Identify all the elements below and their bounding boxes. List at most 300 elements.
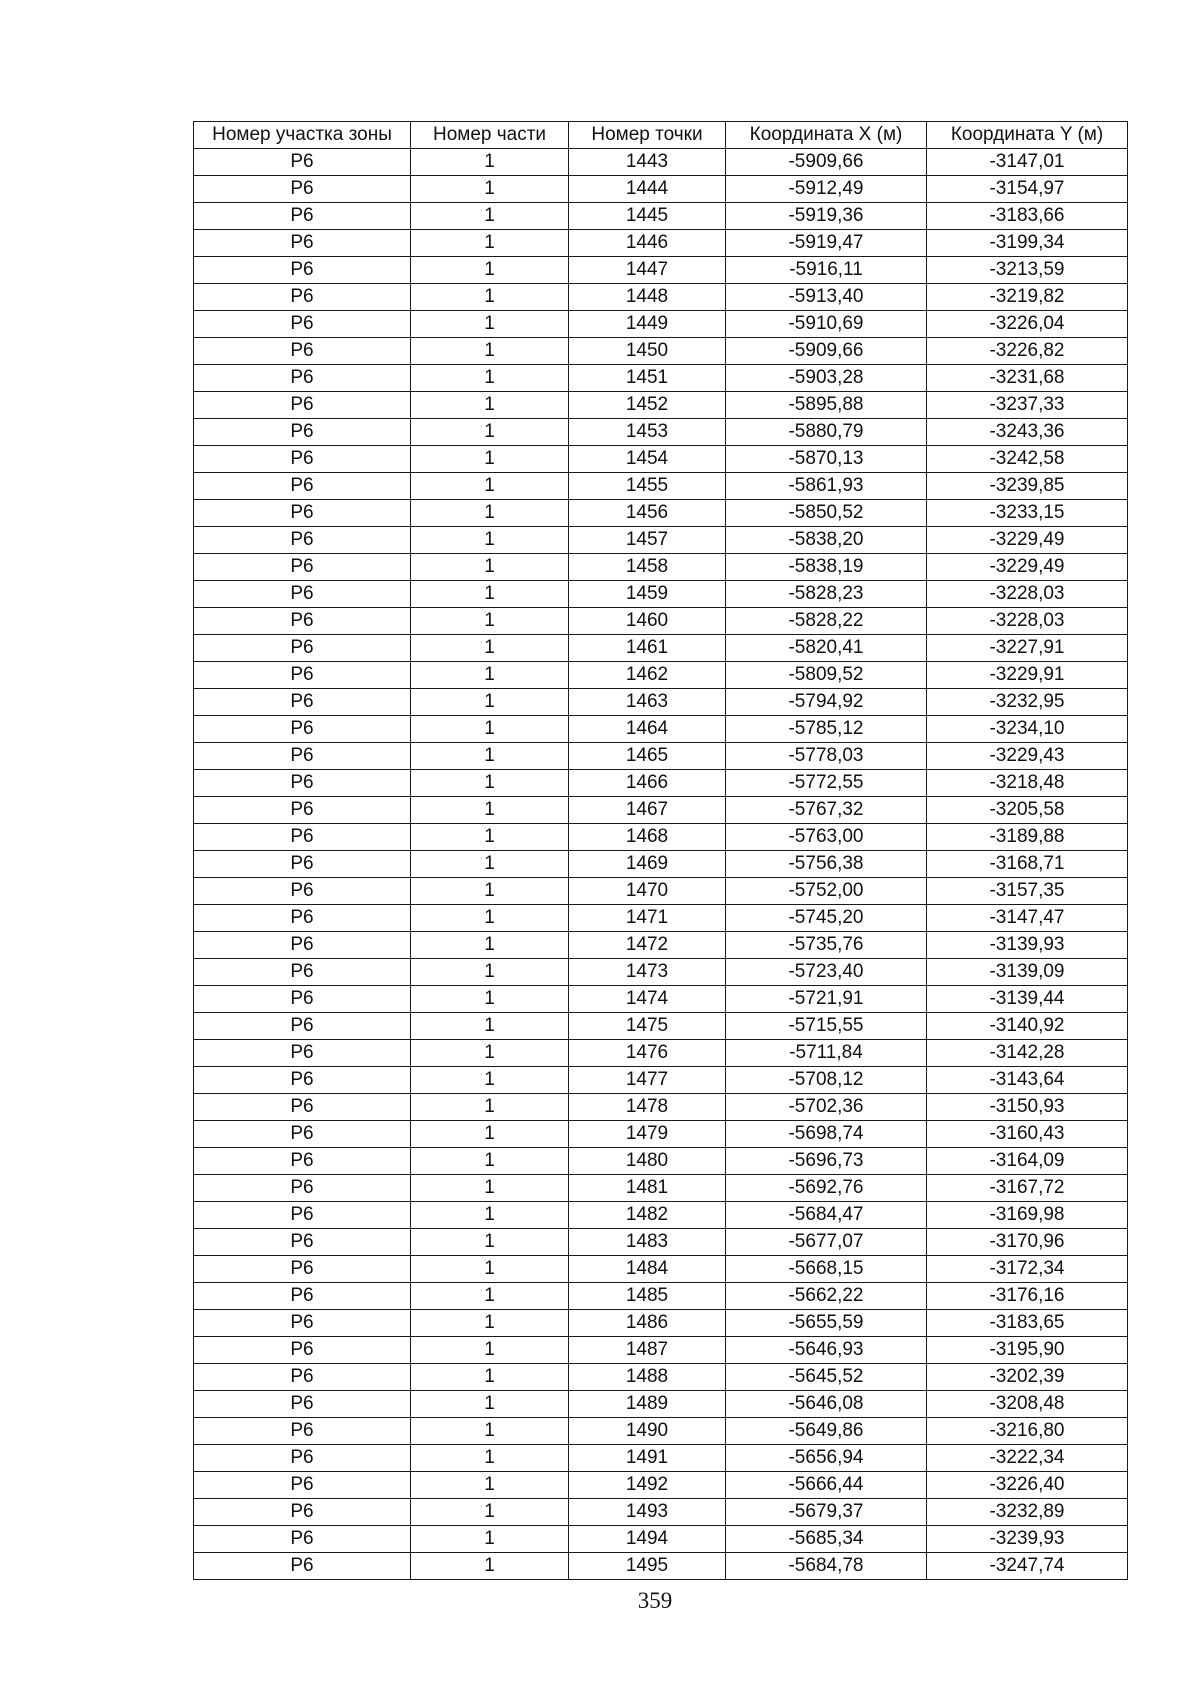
table-row <box>194 689 1128 716</box>
cell-zone-section: Р6 <box>194 743 411 770</box>
cell-coordinate-y: -3218,48 <box>927 770 1128 797</box>
cell-coordinate-y: -3231,68 <box>927 365 1128 392</box>
cell-zone-section: Р6 <box>194 1283 411 1310</box>
cell-point-number: 1445 <box>569 203 726 230</box>
cell-zone-section: Р6 <box>194 581 411 608</box>
cell-zone-section: Р6 <box>194 554 411 581</box>
cell-coordinate-x: -5666,44 <box>726 1472 927 1499</box>
table-row <box>194 1337 1128 1364</box>
cell-coordinate-x: -5677,07 <box>726 1229 927 1256</box>
cell-part-number: 1 <box>411 581 569 608</box>
cell-zone-section: Р6 <box>194 851 411 878</box>
cell-coordinate-y: -3142,28 <box>927 1040 1128 1067</box>
cell-coordinate-x: -5919,47 <box>726 230 927 257</box>
cell-coordinate-x: -5656,94 <box>726 1445 927 1472</box>
cell-coordinate-y: -3229,49 <box>927 554 1128 581</box>
cell-point-number: 1464 <box>569 716 726 743</box>
table-row <box>194 932 1128 959</box>
cell-point-number: 1491 <box>569 1445 726 1472</box>
table-row <box>194 1148 1128 1175</box>
cell-point-number: 1466 <box>569 770 726 797</box>
table-row <box>194 986 1128 1013</box>
cell-part-number: 1 <box>411 1391 569 1418</box>
cell-coordinate-y: -3232,95 <box>927 689 1128 716</box>
table-row <box>194 419 1128 446</box>
cell-coordinate-x: -5778,03 <box>726 743 927 770</box>
cell-coordinate-x: -5828,22 <box>726 608 927 635</box>
cell-part-number: 1 <box>411 1526 569 1553</box>
cell-coordinate-x: -5679,37 <box>726 1499 927 1526</box>
cell-part-number: 1 <box>411 554 569 581</box>
cell-coordinate-y: -3157,35 <box>927 878 1128 905</box>
cell-zone-section: Р6 <box>194 203 411 230</box>
table-row <box>194 1256 1128 1283</box>
cell-part-number: 1 <box>411 824 569 851</box>
cell-point-number: 1469 <box>569 851 726 878</box>
cell-coordinate-x: -5708,12 <box>726 1067 927 1094</box>
cell-part-number: 1 <box>411 257 569 284</box>
cell-coordinate-x: -5870,13 <box>726 446 927 473</box>
cell-coordinate-y: -3147,47 <box>927 905 1128 932</box>
table-row <box>194 527 1128 554</box>
cell-point-number: 1467 <box>569 797 726 824</box>
cell-point-number: 1450 <box>569 338 726 365</box>
cell-part-number: 1 <box>411 1472 569 1499</box>
cell-coordinate-x: -5895,88 <box>726 392 927 419</box>
cell-point-number: 1489 <box>569 1391 726 1418</box>
table-row <box>194 635 1128 662</box>
cell-part-number: 1 <box>411 1553 569 1580</box>
cell-coordinate-x: -5662,22 <box>726 1283 927 1310</box>
table-row <box>194 797 1128 824</box>
cell-zone-section: Р6 <box>194 797 411 824</box>
cell-coordinate-x: -5763,00 <box>726 824 927 851</box>
cell-coordinate-y: -3172,34 <box>927 1256 1128 1283</box>
cell-part-number: 1 <box>411 662 569 689</box>
cell-zone-section: Р6 <box>194 230 411 257</box>
cell-coordinate-y: -3139,09 <box>927 959 1128 986</box>
cell-point-number: 1463 <box>569 689 726 716</box>
cell-coordinate-x: -5772,55 <box>726 770 927 797</box>
cell-point-number: 1452 <box>569 392 726 419</box>
cell-coordinate-y: -3170,96 <box>927 1229 1128 1256</box>
table-row <box>194 824 1128 851</box>
cell-coordinate-x: -5645,52 <box>726 1364 927 1391</box>
cell-coordinate-y: -3183,65 <box>927 1310 1128 1337</box>
cell-point-number: 1494 <box>569 1526 726 1553</box>
cell-coordinate-x: -5646,93 <box>726 1337 927 1364</box>
cell-point-number: 1493 <box>569 1499 726 1526</box>
cell-point-number: 1451 <box>569 365 726 392</box>
cell-coordinate-y: -3143,64 <box>927 1067 1128 1094</box>
cell-zone-section: Р6 <box>194 149 411 176</box>
cell-coordinate-x: -5696,73 <box>726 1148 927 1175</box>
cell-part-number: 1 <box>411 392 569 419</box>
cell-coordinate-x: -5794,92 <box>726 689 927 716</box>
cell-coordinate-x: -5880,79 <box>726 419 927 446</box>
cell-coordinate-y: -3228,03 <box>927 608 1128 635</box>
table-row <box>194 500 1128 527</box>
cell-part-number: 1 <box>411 905 569 932</box>
cell-point-number: 1495 <box>569 1553 726 1580</box>
table-row <box>194 1526 1128 1553</box>
cell-part-number: 1 <box>411 176 569 203</box>
cell-part-number: 1 <box>411 689 569 716</box>
cell-coordinate-x: -5685,34 <box>726 1526 927 1553</box>
cell-part-number: 1 <box>411 1310 569 1337</box>
cell-zone-section: Р6 <box>194 1256 411 1283</box>
cell-coordinate-x: -5903,28 <box>726 365 927 392</box>
cell-coordinate-x: -5828,23 <box>726 581 927 608</box>
cell-zone-section: Р6 <box>194 473 411 500</box>
table-row <box>194 446 1128 473</box>
cell-point-number: 1446 <box>569 230 726 257</box>
cell-coordinate-x: -5909,66 <box>726 149 927 176</box>
cell-point-number: 1492 <box>569 1472 726 1499</box>
cell-point-number: 1457 <box>569 527 726 554</box>
table-row <box>194 1283 1128 1310</box>
cell-coordinate-x: -5838,19 <box>726 554 927 581</box>
cell-coordinate-x: -5838,20 <box>726 527 927 554</box>
cell-coordinate-x: -5684,47 <box>726 1202 927 1229</box>
cell-coordinate-x: -5745,20 <box>726 905 927 932</box>
cell-point-number: 1474 <box>569 986 726 1013</box>
cell-coordinate-y: -3247,74 <box>927 1553 1128 1580</box>
cell-coordinate-y: -3243,36 <box>927 419 1128 446</box>
cell-part-number: 1 <box>411 527 569 554</box>
cell-coordinate-y: -3234,10 <box>927 716 1128 743</box>
cell-part-number: 1 <box>411 986 569 1013</box>
cell-point-number: 1456 <box>569 500 726 527</box>
cell-zone-section: Р6 <box>194 1364 411 1391</box>
table-row <box>194 851 1128 878</box>
cell-zone-section: Р6 <box>194 1175 411 1202</box>
table-row <box>194 959 1128 986</box>
cell-coordinate-x: -5850,52 <box>726 500 927 527</box>
table-row <box>194 1013 1128 1040</box>
table-row <box>194 257 1128 284</box>
cell-zone-section: Р6 <box>194 1094 411 1121</box>
cell-zone-section: Р6 <box>194 824 411 851</box>
cell-coordinate-y: -3147,01 <box>927 149 1128 176</box>
table-row <box>194 1391 1128 1418</box>
cell-point-number: 1476 <box>569 1040 726 1067</box>
cell-zone-section: Р6 <box>194 770 411 797</box>
cell-part-number: 1 <box>411 1202 569 1229</box>
cell-part-number: 1 <box>411 1121 569 1148</box>
cell-coordinate-x: -5723,40 <box>726 959 927 986</box>
table-row <box>194 1418 1128 1445</box>
cell-part-number: 1 <box>411 473 569 500</box>
cell-point-number: 1459 <box>569 581 726 608</box>
cell-coordinate-x: -5715,55 <box>726 1013 927 1040</box>
table-row <box>194 878 1128 905</box>
cell-coordinate-y: -3199,34 <box>927 230 1128 257</box>
cell-coordinate-x: -5910,69 <box>726 311 927 338</box>
table-row <box>194 365 1128 392</box>
coordinates-table <box>193 121 1128 1580</box>
cell-coordinate-x: -5721,91 <box>726 986 927 1013</box>
cell-zone-section: Р6 <box>194 1445 411 1472</box>
cell-part-number: 1 <box>411 1175 569 1202</box>
cell-coordinate-x: -5702,36 <box>726 1094 927 1121</box>
cell-zone-section: Р6 <box>194 1067 411 1094</box>
header-coordinate-y: Координата Y (м) <box>927 122 1128 149</box>
cell-coordinate-x: -5655,59 <box>726 1310 927 1337</box>
cell-point-number: 1490 <box>569 1418 726 1445</box>
cell-zone-section: Р6 <box>194 1553 411 1580</box>
cell-part-number: 1 <box>411 959 569 986</box>
cell-coordinate-y: -3239,93 <box>927 1526 1128 1553</box>
cell-coordinate-y: -3139,44 <box>927 986 1128 1013</box>
cell-point-number: 1470 <box>569 878 726 905</box>
cell-coordinate-y: -3229,49 <box>927 527 1128 554</box>
cell-point-number: 1484 <box>569 1256 726 1283</box>
table-row <box>194 743 1128 770</box>
table-row <box>194 473 1128 500</box>
cell-point-number: 1486 <box>569 1310 726 1337</box>
table-row <box>194 338 1128 365</box>
cell-point-number: 1461 <box>569 635 726 662</box>
cell-point-number: 1460 <box>569 608 726 635</box>
cell-part-number: 1 <box>411 365 569 392</box>
table-row <box>194 1553 1128 1580</box>
cell-coordinate-y: -3233,15 <box>927 500 1128 527</box>
cell-zone-section: Р6 <box>194 1202 411 1229</box>
cell-part-number: 1 <box>411 230 569 257</box>
cell-part-number: 1 <box>411 500 569 527</box>
cell-point-number: 1471 <box>569 905 726 932</box>
cell-point-number: 1482 <box>569 1202 726 1229</box>
cell-point-number: 1444 <box>569 176 726 203</box>
cell-zone-section: Р6 <box>194 527 411 554</box>
cell-part-number: 1 <box>411 1364 569 1391</box>
cell-part-number: 1 <box>411 203 569 230</box>
table-row <box>194 311 1128 338</box>
cell-part-number: 1 <box>411 1148 569 1175</box>
cell-coordinate-y: -3232,89 <box>927 1499 1128 1526</box>
cell-part-number: 1 <box>411 284 569 311</box>
cell-part-number: 1 <box>411 1256 569 1283</box>
cell-coordinate-y: -3242,58 <box>927 446 1128 473</box>
cell-point-number: 1465 <box>569 743 726 770</box>
cell-point-number: 1443 <box>569 149 726 176</box>
cell-point-number: 1478 <box>569 1094 726 1121</box>
cell-part-number: 1 <box>411 797 569 824</box>
cell-part-number: 1 <box>411 878 569 905</box>
table-row <box>194 1445 1128 1472</box>
page-number: 359 <box>637 1588 673 1613</box>
cell-part-number: 1 <box>411 1418 569 1445</box>
cell-part-number: 1 <box>411 770 569 797</box>
cell-coordinate-y: -3140,92 <box>927 1013 1128 1040</box>
cell-coordinate-x: -5735,76 <box>726 932 927 959</box>
cell-coordinate-y: -3229,43 <box>927 743 1128 770</box>
cell-zone-section: Р6 <box>194 500 411 527</box>
cell-coordinate-y: -3222,34 <box>927 1445 1128 1472</box>
cell-zone-section: Р6 <box>194 1229 411 1256</box>
cell-part-number: 1 <box>411 608 569 635</box>
cell-coordinate-y: -3160,43 <box>927 1121 1128 1148</box>
table-row <box>194 149 1128 176</box>
cell-zone-section: Р6 <box>194 932 411 959</box>
cell-point-number: 1472 <box>569 932 726 959</box>
cell-coordinate-y: -3176,16 <box>927 1283 1128 1310</box>
table-header-row <box>194 122 1128 149</box>
cell-zone-section: Р6 <box>194 1148 411 1175</box>
table-row <box>194 608 1128 635</box>
header-part-number: Номер части <box>411 122 569 149</box>
cell-coordinate-y: -3208,48 <box>927 1391 1128 1418</box>
table-row <box>194 1121 1128 1148</box>
table-row <box>194 1040 1128 1067</box>
cell-zone-section: Р6 <box>194 1013 411 1040</box>
cell-point-number: 1449 <box>569 311 726 338</box>
cell-coordinate-x: -5861,93 <box>726 473 927 500</box>
cell-zone-section: Р6 <box>194 635 411 662</box>
cell-part-number: 1 <box>411 1499 569 1526</box>
cell-zone-section: Р6 <box>194 662 411 689</box>
cell-coordinate-x: -5668,15 <box>726 1256 927 1283</box>
cell-zone-section: Р6 <box>194 959 411 986</box>
table-row <box>194 770 1128 797</box>
cell-coordinate-x: -5809,52 <box>726 662 927 689</box>
cell-coordinate-y: -3213,59 <box>927 257 1128 284</box>
cell-point-number: 1485 <box>569 1283 726 1310</box>
cell-point-number: 1480 <box>569 1148 726 1175</box>
cell-coordinate-y: -3229,91 <box>927 662 1128 689</box>
cell-coordinate-x: -5909,66 <box>726 338 927 365</box>
cell-zone-section: Р6 <box>194 1310 411 1337</box>
table-body <box>194 149 1128 1580</box>
cell-coordinate-x: -5913,40 <box>726 284 927 311</box>
cell-point-number: 1453 <box>569 419 726 446</box>
cell-zone-section: Р6 <box>194 1121 411 1148</box>
cell-coordinate-x: -5820,41 <box>726 635 927 662</box>
table-row <box>194 392 1128 419</box>
cell-zone-section: Р6 <box>194 1391 411 1418</box>
cell-coordinate-x: -5711,84 <box>726 1040 927 1067</box>
table-row <box>194 1229 1128 1256</box>
cell-coordinate-y: -3189,88 <box>927 824 1128 851</box>
cell-part-number: 1 <box>411 1094 569 1121</box>
cell-coordinate-y: -3205,58 <box>927 797 1128 824</box>
cell-coordinate-y: -3226,82 <box>927 338 1128 365</box>
table-row <box>194 284 1128 311</box>
cell-coordinate-x: -5752,00 <box>726 878 927 905</box>
cell-part-number: 1 <box>411 1445 569 1472</box>
cell-zone-section: Р6 <box>194 392 411 419</box>
cell-coordinate-y: -3237,33 <box>927 392 1128 419</box>
cell-part-number: 1 <box>411 419 569 446</box>
cell-coordinate-y: -3228,03 <box>927 581 1128 608</box>
cell-part-number: 1 <box>411 338 569 365</box>
cell-coordinate-x: -5649,86 <box>726 1418 927 1445</box>
cell-point-number: 1468 <box>569 824 726 851</box>
header-coordinate-x: Координата X (м) <box>726 122 927 149</box>
header-point-number: Номер точки <box>569 122 726 149</box>
table-row <box>194 1472 1128 1499</box>
cell-coordinate-x: -5646,08 <box>726 1391 927 1418</box>
cell-coordinate-y: -3239,85 <box>927 473 1128 500</box>
cell-coordinate-y: -3202,39 <box>927 1364 1128 1391</box>
cell-zone-section: Р6 <box>194 986 411 1013</box>
cell-coordinate-y: -3139,93 <box>927 932 1128 959</box>
cell-zone-section: Р6 <box>194 311 411 338</box>
cell-part-number: 1 <box>411 1229 569 1256</box>
table-row <box>194 1310 1128 1337</box>
cell-zone-section: Р6 <box>194 284 411 311</box>
table-row <box>194 1067 1128 1094</box>
cell-part-number: 1 <box>411 1337 569 1364</box>
cell-coordinate-y: -3150,93 <box>927 1094 1128 1121</box>
cell-zone-section: Р6 <box>194 257 411 284</box>
cell-point-number: 1488 <box>569 1364 726 1391</box>
cell-zone-section: Р6 <box>194 446 411 473</box>
cell-coordinate-y: -3226,04 <box>927 311 1128 338</box>
cell-part-number: 1 <box>411 716 569 743</box>
cell-zone-section: Р6 <box>194 1418 411 1445</box>
cell-zone-section: Р6 <box>194 878 411 905</box>
header-zone-section-number: Номер участка зоны <box>194 122 411 149</box>
cell-part-number: 1 <box>411 635 569 662</box>
cell-coordinate-x: -5756,38 <box>726 851 927 878</box>
cell-zone-section: Р6 <box>194 338 411 365</box>
table-row <box>194 1175 1128 1202</box>
cell-coordinate-x: -5916,11 <box>726 257 927 284</box>
cell-part-number: 1 <box>411 1283 569 1310</box>
cell-part-number: 1 <box>411 743 569 770</box>
cell-zone-section: Р6 <box>194 905 411 932</box>
table-row <box>194 716 1128 743</box>
cell-point-number: 1458 <box>569 554 726 581</box>
table-row <box>194 230 1128 257</box>
cell-zone-section: Р6 <box>194 608 411 635</box>
table-row <box>194 554 1128 581</box>
cell-point-number: 1447 <box>569 257 726 284</box>
cell-coordinate-y: -3216,80 <box>927 1418 1128 1445</box>
cell-point-number: 1477 <box>569 1067 726 1094</box>
cell-coordinate-x: -5684,78 <box>726 1553 927 1580</box>
table-row <box>194 1202 1128 1229</box>
table-row <box>194 1499 1128 1526</box>
cell-coordinate-y: -3195,90 <box>927 1337 1128 1364</box>
cell-point-number: 1448 <box>569 284 726 311</box>
cell-zone-section: Р6 <box>194 716 411 743</box>
cell-coordinate-x: -5785,12 <box>726 716 927 743</box>
cell-coordinate-x: -5767,32 <box>726 797 927 824</box>
cell-point-number: 1462 <box>569 662 726 689</box>
cell-part-number: 1 <box>411 149 569 176</box>
table-row <box>194 905 1128 932</box>
cell-coordinate-x: -5912,49 <box>726 176 927 203</box>
cell-coordinate-y: -3226,40 <box>927 1472 1128 1499</box>
cell-coordinate-y: -3164,09 <box>927 1148 1128 1175</box>
table-row <box>194 662 1128 689</box>
table-row <box>194 581 1128 608</box>
cell-zone-section: Р6 <box>194 1526 411 1553</box>
cell-coordinate-y: -3154,97 <box>927 176 1128 203</box>
table-row <box>194 1364 1128 1391</box>
cell-part-number: 1 <box>411 932 569 959</box>
cell-zone-section: Р6 <box>194 419 411 446</box>
cell-coordinate-y: -3219,82 <box>927 284 1128 311</box>
cell-coordinate-y: -3227,91 <box>927 635 1128 662</box>
table-row <box>194 176 1128 203</box>
cell-part-number: 1 <box>411 851 569 878</box>
cell-coordinate-y: -3183,66 <box>927 203 1128 230</box>
cell-coordinate-x: -5698,74 <box>726 1121 927 1148</box>
